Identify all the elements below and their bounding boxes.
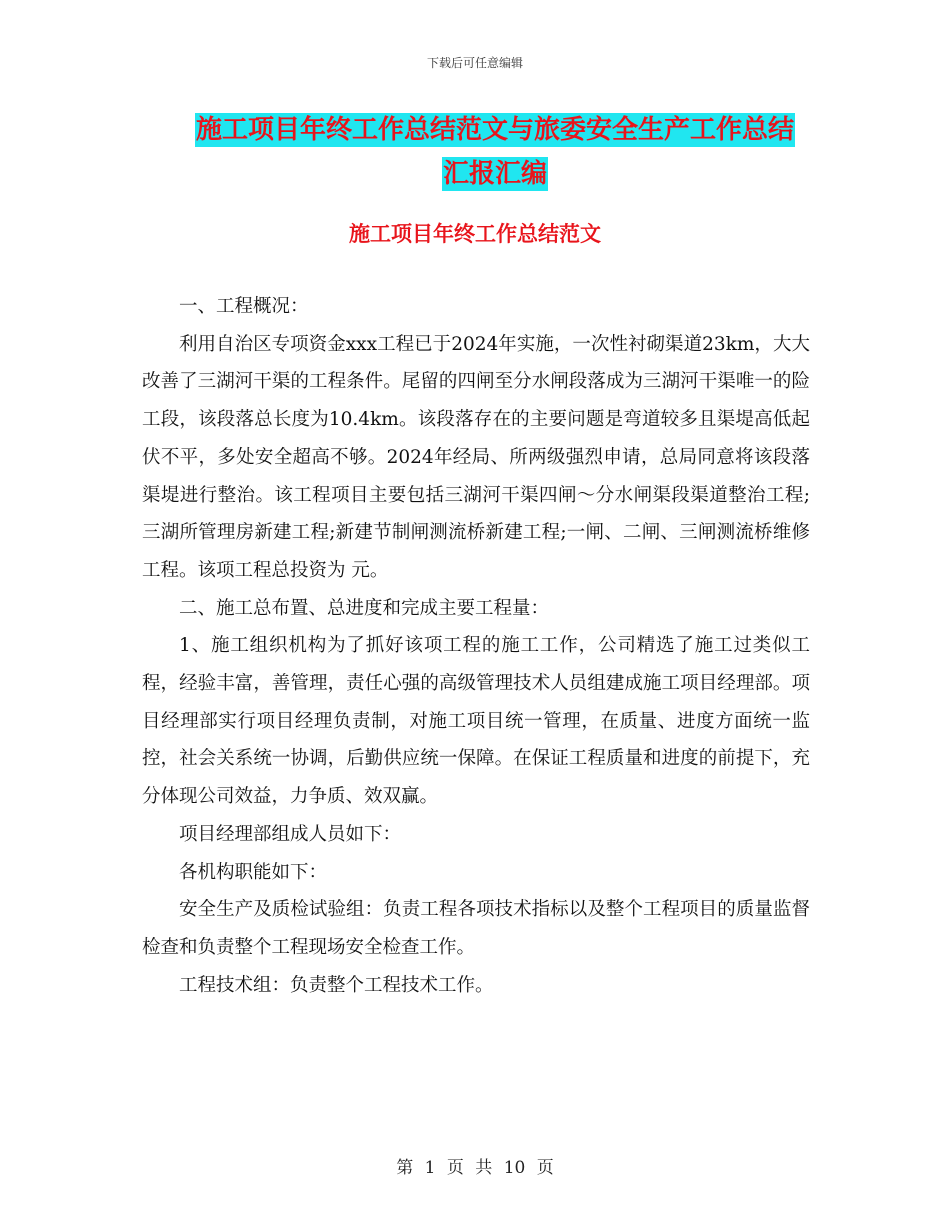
page-footer: 第 1 页 共 10 页 bbox=[396, 1158, 554, 1178]
body-text bbox=[142, 288, 810, 1004]
paragraph-overview-heading: 一、工程概况： bbox=[179, 296, 309, 317]
paragraph-members: 项目经理部组成人员如下： bbox=[179, 823, 402, 845]
section-title: 施工项目年终工作总结范文 bbox=[349, 222, 601, 246]
document-title bbox=[140, 108, 850, 196]
header-note: 下载后可任意编辑 bbox=[426, 56, 523, 70]
paragraph-safety-group: 安全生产及质检试验组：负责工程各项技术指标以及整个工程项目的质量监督检查和负责整个工程现场安全检查工作。 bbox=[142, 899, 810, 958]
document-title-line-2: 汇报汇编 bbox=[442, 159, 547, 189]
paragraph-tech-group: 工程技术组：负责整个工程技术工作。 bbox=[179, 974, 494, 996]
paragraph-functions: 各机构职能如下： bbox=[179, 861, 328, 883]
paragraph-organization: 1、施工组织机构为了抓好该项工程的施工工作，公司精选了施工过类似工程，经验丰富，善管理，责任心强的高级管理技术人员组建成施工项目经理部。项目经理部实行项目经理负责制，对施工项目统一管理，在质量、进度方面统一监控，社会关系统一协调，后勤供应统一保障。在保证工程质量和进度的前提下，充分体现公司效益，力争质、效双赢。 bbox=[142, 635, 810, 808]
paragraph-overview: 利用自治区专项资金xxx工程已于2024年实施，一次性衬砌渠道23km，大大改善了三湖河干渠的工程条件。尾留的四闸至分水闸段落成为三湖河干渠唯一的险工段，该段落总长度为10.4km。该段落存在的主要问题是弯道较多且渠堤高低起伏不平，多处安全超高不够。2024年经局、所两级强烈申请，总局同意将该段落渠堤进行整治。该工程项目主要包括三湖河干渠四闸～分水闸渠段渠道整治工程;三湖所管理房新建工程;新建节制闸测流桥新建工程;一闸、二闸、三闸测流桥维修工程。该项工程总投资为 元。 bbox=[142, 333, 810, 581]
paragraph-layout-heading: 二、施工总布置、总进度和完成主要工程量： bbox=[179, 597, 550, 619]
document-title-line-1: 施工项目年终工作总结范文与旅委安全生产工作总结 bbox=[195, 115, 794, 145]
